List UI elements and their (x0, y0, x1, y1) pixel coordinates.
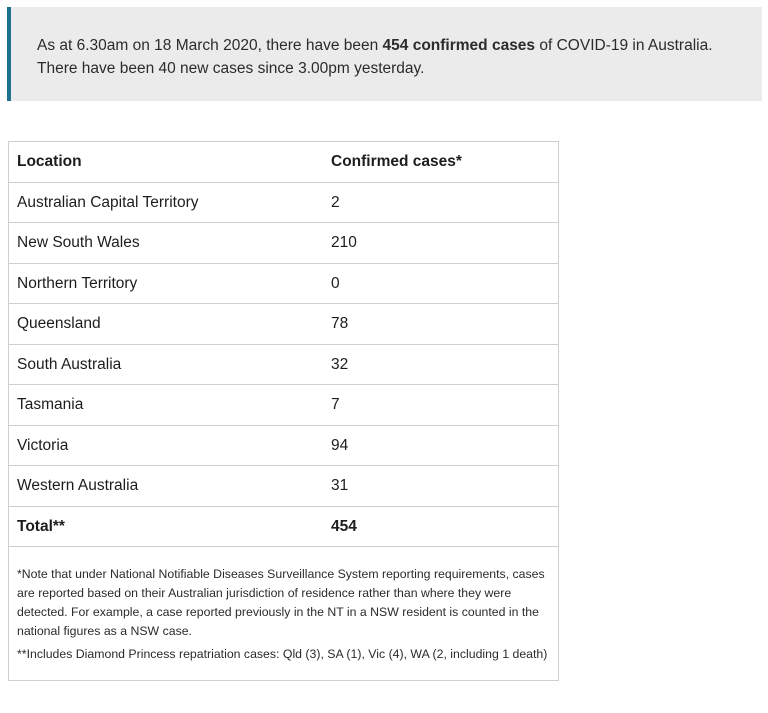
footnote-reporting: *Note that under National Notifiable Diseases Surveillance System reporting requirements, cases are reported based on their Australian jurisdiction of residence rather than where they were detected. For example, a case reported previously in the NT in a NSW resident is counted in the national figures as a NSW case. (17, 567, 545, 638)
cases-table (8, 141, 559, 681)
footnote-diamond-princess: **Includes Diamond Princess repatriation cases: Qld (3), SA (1), Vic (4), WA (2, including 1 death) (17, 647, 548, 661)
table-total-row (9, 507, 558, 548)
header-confirmed-cases: Confirmed cases* (331, 153, 462, 170)
table-row (9, 426, 558, 467)
total-label: Total** (17, 517, 65, 535)
summary-text-after: of COVID-19 in Australia. There have been 40 new cases since 3.00pm yesterday. (37, 37, 713, 77)
summary-bold-count: 454 confirmed cases (382, 37, 536, 54)
row-cases: 210 (331, 234, 357, 251)
row-cases: 94 (331, 436, 349, 454)
row-location: Queensland (17, 315, 101, 332)
row-cases: 32 (331, 355, 349, 373)
table-row (9, 183, 558, 224)
header-location: Location (17, 153, 82, 170)
table-header-row (9, 142, 558, 183)
row-cases: 31 (331, 477, 349, 494)
table-row (9, 385, 558, 426)
total-value: 454 (331, 517, 357, 535)
row-cases: 78 (331, 315, 349, 332)
row-cases: 2 (331, 193, 340, 211)
row-location: Australian Capital Territory (17, 193, 199, 211)
row-location: Northern Territory (17, 274, 138, 292)
row-location: Tasmania (17, 396, 84, 413)
summary-callout (7, 7, 762, 101)
row-cases: 7 (331, 396, 340, 413)
table-row (9, 345, 558, 386)
row-location: South Australia (17, 355, 122, 373)
table-row (9, 466, 558, 507)
summary-text-before: As at 6.30am on 18 March 2020, there have been (37, 37, 383, 54)
row-cases: 0 (331, 274, 340, 292)
table-row (9, 264, 558, 305)
row-location: Western Australia (17, 477, 139, 494)
table-row (9, 223, 558, 264)
row-location: Victoria (17, 436, 69, 454)
table-row (9, 304, 558, 345)
table-notes (9, 547, 558, 680)
row-location: New South Wales (17, 234, 140, 251)
